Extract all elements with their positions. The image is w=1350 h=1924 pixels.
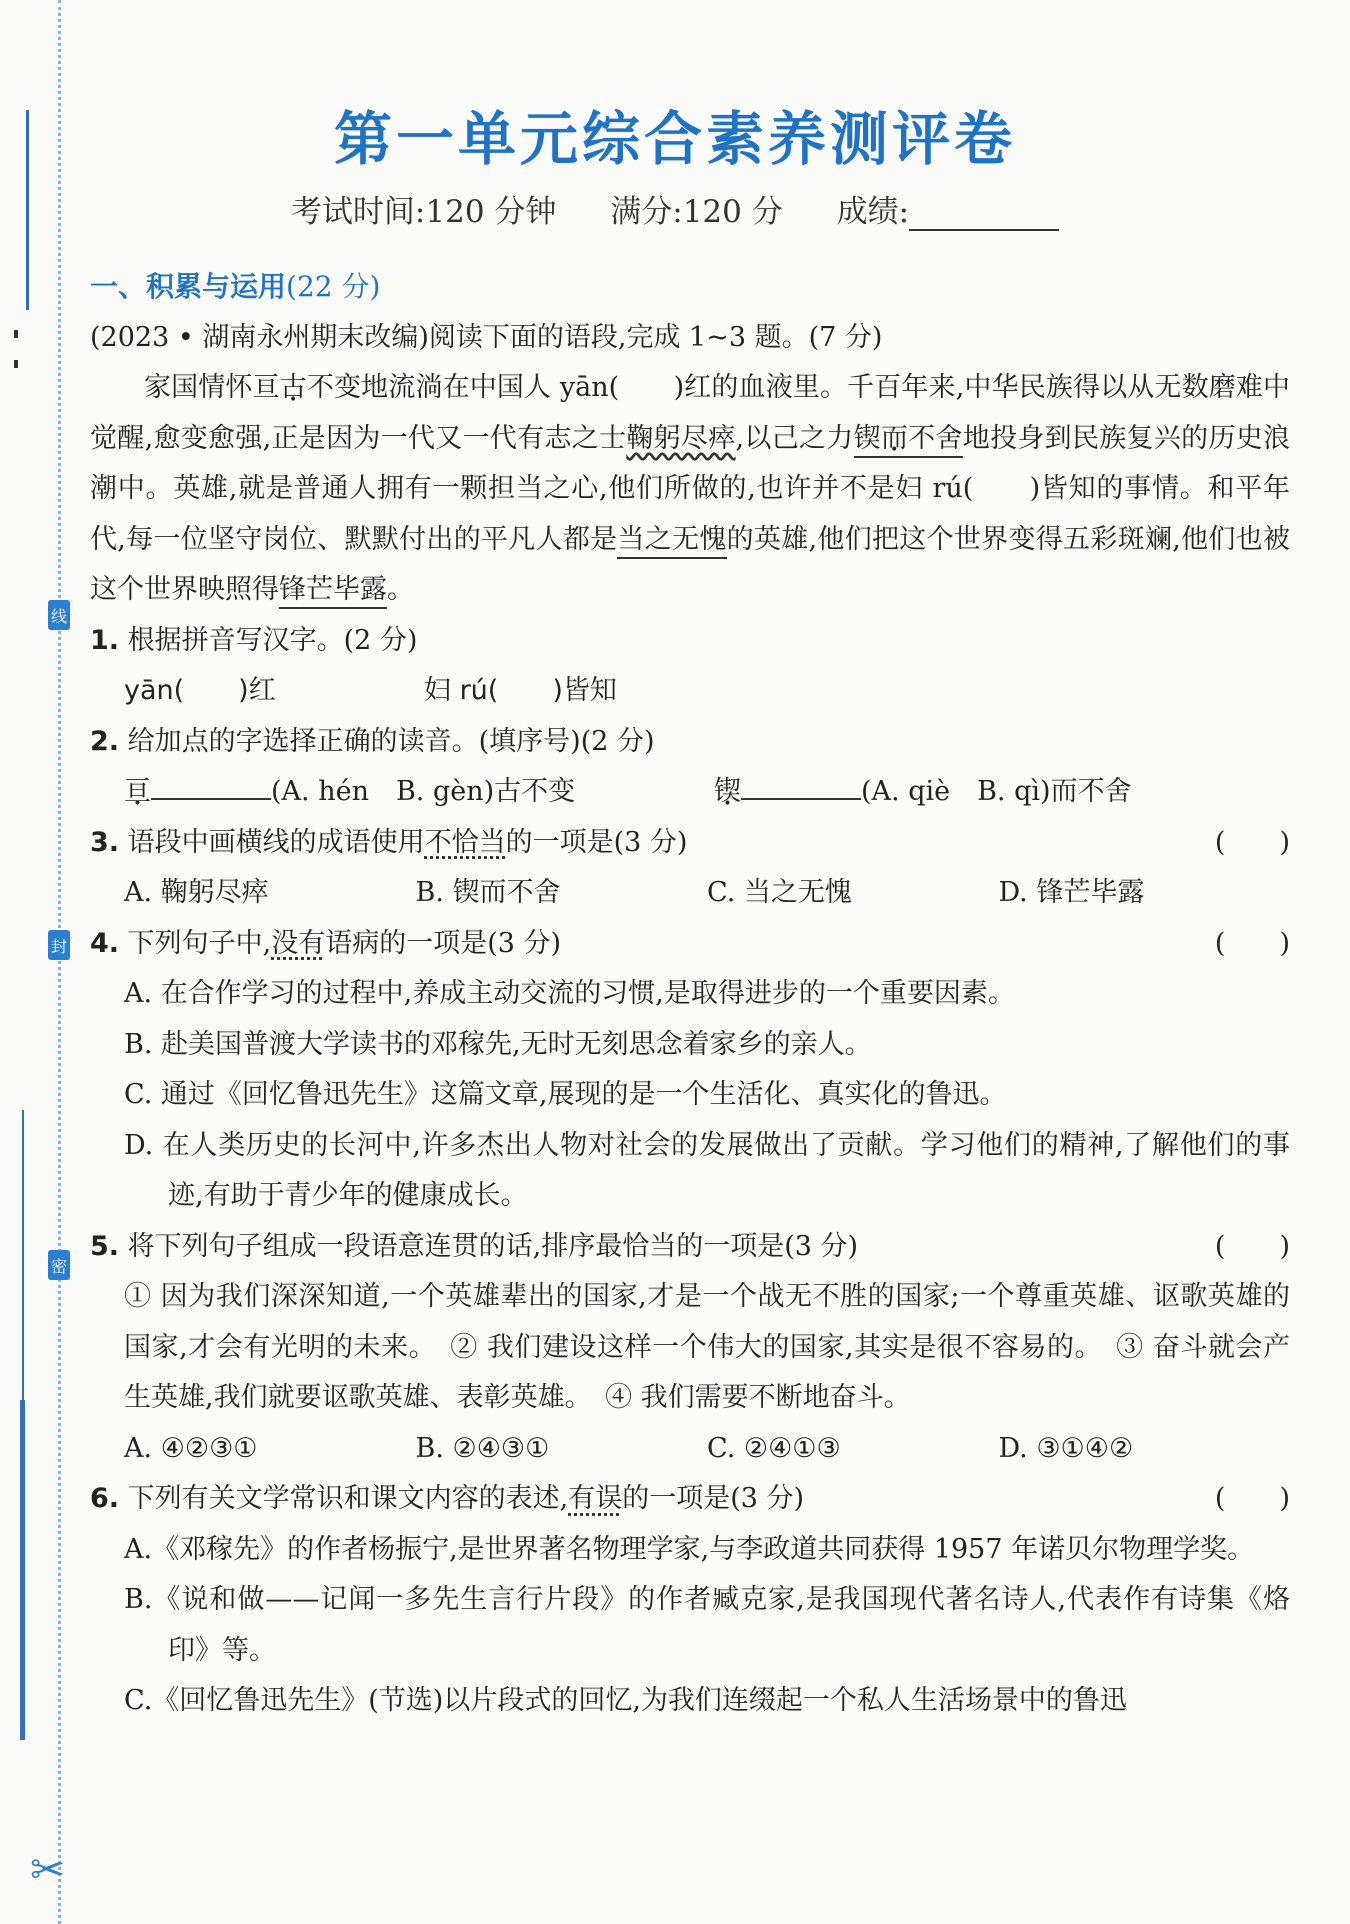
question-number: 1. [90, 624, 120, 656]
passage-text: 的英雄,他们把这个世界变得五彩斑斓,他们也被这个世界映照得 [90, 523, 1290, 605]
dotted-char: 锲 [853, 422, 881, 454]
passage-text: ,以己之力 [735, 422, 854, 454]
underlined-idiom: 锋芒毕露 [279, 574, 387, 609]
question-5 [90, 1222, 1290, 1273]
underlined-idiom: 当之无愧 [617, 524, 726, 559]
score-field[interactable] [837, 194, 1059, 230]
answer-blank[interactable] [151, 772, 271, 800]
option-a[interactable]: A.《邓稼先》的作者杨振宁,是世界著名物理学家,与李政道共同获得 1957 年诺贝尔物理学奖。 [124, 1533, 1255, 1565]
option-a[interactable]: A. ④②③① [124, 1432, 258, 1464]
dotted-char: 锲 [714, 776, 741, 807]
q1-item-a[interactable]: yān( )红 [124, 675, 276, 706]
binding-dotted-line [58, 0, 61, 1924]
section-label: 一、积累与运用 [90, 270, 287, 303]
question-text: 语病的一项是(3 分) [325, 927, 562, 959]
section-heading [90, 262, 1290, 313]
question-text: 下列句子中, [127, 927, 272, 959]
question-text: 将下列句子组成一段语意连贯的话,排序最恰当的一项是(3 分) [127, 1230, 859, 1262]
option-a[interactable]: A. 在合作学习的过程中,养成主动交流的习惯,是取得进步的一个重要因素。 [124, 978, 1015, 1009]
scissors-icon: ✂ [30, 1845, 66, 1894]
answer-blank[interactable] [741, 772, 861, 800]
emphasis-text: 不恰当 [424, 826, 506, 858]
option-d[interactable]: D. 锋芒毕露 [998, 877, 1145, 908]
question-number: 3. [90, 826, 120, 858]
question-text: 语段中画横线的成语使用 [127, 826, 425, 858]
q1-items [90, 666, 1290, 717]
passage-text: 。 [387, 574, 414, 605]
question-text: 的一项是(3 分) [622, 1483, 805, 1514]
option-b[interactable]: B.《说和做——记闻一多先生言行片段》的作者臧克家,是我国现代著名诗人,代表作有诗集《烙印》等。 [124, 1584, 1290, 1666]
answer-paren[interactable]: ( ) [1214, 1483, 1290, 1514]
question-number: 2. [90, 725, 120, 757]
option-b[interactable]: B. 锲而不舍 [415, 877, 561, 908]
underlined-idiom: 而不舍 [880, 422, 963, 454]
option-c[interactable]: C. 当之无愧 [707, 877, 852, 908]
option-d[interactable]: D. 在人类历史的长河中,许多杰出人物对社会的发展做出了贡献。学习他们的精神,了解他们的事迹,有助于青少年的健康成长。 [124, 1129, 1290, 1211]
exam-content [90, 262, 1290, 1727]
margin-tick [14, 360, 18, 368]
question-1 [90, 616, 1290, 667]
option-d[interactable]: D. ③①④② [998, 1432, 1134, 1464]
option-c[interactable]: C.《回忆鲁迅先生》(节选)以片段式的回忆,为我们连缀起一个私人生活场景中的鲁迅 [124, 1685, 1127, 1716]
margin-tab-mi: 密 [48, 1250, 70, 1280]
full-score: 满分:120 分 [610, 194, 783, 230]
score-label: 成绩: [836, 194, 910, 230]
option-a[interactable]: A. 鞠躬尽瘁 [124, 877, 269, 908]
question-3 [90, 818, 1290, 869]
passage-text: 家国情怀 [144, 372, 253, 403]
question-number: 4. [90, 927, 120, 959]
option-c[interactable]: C. ②④①③ [707, 1432, 841, 1464]
question-text: 下列有关文学常识和课文内容的表述, [127, 1483, 569, 1514]
margin-tab-xian: 线 [48, 600, 70, 630]
reading-intro: (2023 • 湖南永州期末改编)阅读下面的语段,完成 1~3 题。(7 分) [90, 321, 883, 353]
question-text: 根据拼音写汉字。(2 分) [127, 624, 418, 656]
exam-time: 考试时间:120 分钟 [290, 194, 557, 230]
dotted-char: 亘 [124, 776, 151, 807]
question-4 [90, 919, 1290, 970]
page-title: 第一单元综合素养测评卷 [333, 105, 1016, 173]
question-text: 的一项是(3 分) [505, 826, 688, 858]
option-b[interactable]: B. 赴美国普渡大学读书的邓稼先,无时无刻思念着家乡的亲人。 [124, 1028, 872, 1060]
score-blank[interactable] [909, 199, 1059, 231]
question-number: 6. [90, 1483, 120, 1514]
q1-item-b[interactable]: 妇 rú( )皆知 [424, 675, 617, 706]
answer-paren[interactable]: ( ) [1214, 826, 1290, 858]
q3-options [90, 868, 1290, 919]
exam-info [0, 186, 1350, 231]
question-text: 给加点的字选择正确的读音。(填序号)(2 分) [127, 725, 655, 757]
passage-text: 地投身到民族复兴的历史浪潮中。英雄,就是普通人拥有一颗担当之心,他们所做的,也许并不是妇 rú( )皆知的事情。和平年代,每一位坚守岗位、默默付出的平凡人都是 [90, 422, 1291, 555]
answer-paren[interactable]: ( ) [1214, 1230, 1290, 1262]
option-b[interactable]: B. ②④③① [415, 1432, 550, 1464]
dotted-char: 亘 [252, 372, 280, 403]
margin-tick [14, 330, 18, 338]
underlined-idiom: 鞠躬尽瘁 [626, 422, 736, 454]
q2-items [90, 767, 1290, 818]
q2-choice-a: (A. hén B. gèn)古不变 [271, 776, 576, 807]
emphasis-text: 没有 [271, 927, 326, 959]
question-number: 5. [90, 1230, 120, 1262]
emphasis-text: 有误 [568, 1483, 623, 1514]
question-2 [90, 717, 1290, 768]
margin-tab-feng: 封 [48, 930, 70, 960]
reading-passage [90, 363, 1290, 616]
binding-bar-bottom [20, 1400, 25, 1740]
answer-paren[interactable]: ( ) [1214, 927, 1290, 959]
section-points: (22 分) [286, 270, 381, 303]
q5-sentences: ① 因为我们深深知道,一个英雄辈出的国家,才是一个战无不胜的国家;一个尊重英雄、讴歌英雄的国家,才会有光明的未来。 ② 我们建设这样一个伟大的国家,其实是很不容易的。 ③ 奋斗就会产生英雄,我们就要讴歌英雄、表彰英雄。 ④ 我们需要不断地奋斗。 [124, 1281, 1291, 1413]
q5-options [90, 1424, 1290, 1475]
question-6 [90, 1474, 1290, 1525]
q2-choice-b: (A. qiè B. qì)而不舍 [861, 776, 1132, 807]
passage-text: 古不变地流淌在中国人 yān( )红的血液里。千百年来,中华民族得以从无数磨难中觉醒,愈变愈强,正是因为一代又一代有志之士 [90, 372, 1291, 454]
option-c[interactable]: C. 通过《回忆鲁迅先生》这篇文章,展现的是一个生活化、真实化的鲁迅。 [124, 1079, 1007, 1110]
